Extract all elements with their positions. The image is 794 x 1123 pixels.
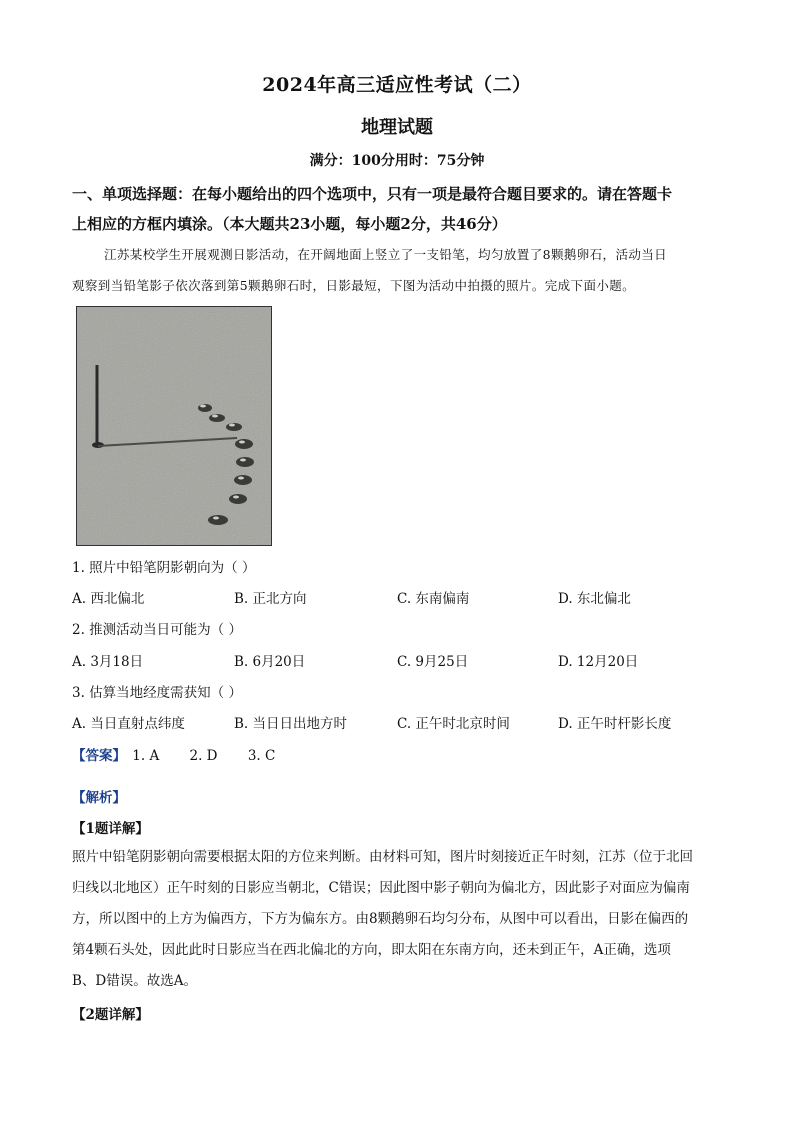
- section-heading-line2: 上相应的方框内填涂。（本大题共23小题，每小题2分，共46分）: [72, 215, 507, 233]
- question-1-option-c[interactable]: C. 东南偏南: [397, 591, 470, 607]
- question-3-option-d[interactable]: D. 正午时杆影长度: [558, 716, 672, 732]
- q1-detail-line: 归线以北地区）正午时刻的日影应当朝北，C错误；因此图中影子朝向为偏北方，因此影子对面应为偏南: [72, 880, 690, 896]
- passage-line1: 江苏某校学生开展观测日影活动，在开阔地面上竖立了一支铅笔，均匀放置了8颗鹅卵石，活动当日: [104, 247, 668, 262]
- passage-line2: 观察到当铅笔影子依次落到第5颗鹅卵石时，日影最短，下图为活动中拍摄的照片。完成下面小题。: [72, 278, 636, 293]
- subject-title: 地理试题: [361, 117, 433, 138]
- q1-detail-line: B、D错误。故选A。: [72, 973, 197, 989]
- q2-detail-label: 【2题详解】: [72, 1007, 149, 1023]
- q1-detail-line: 照片中铅笔阴影朝向需要根据太阳的方位来判断。由材料可知，图片时刻接近正午时刻，江苏（位于北回: [72, 849, 693, 865]
- question-2-option-c[interactable]: C. 9月25日: [397, 654, 469, 670]
- question-3-stem: 3. 估算当地经度需获知（ ）: [72, 685, 242, 701]
- question-2-option-d[interactable]: D. 12月20日: [558, 654, 639, 670]
- analysis-label: 【解析】: [72, 790, 126, 806]
- question-1-option-a[interactable]: A. 西北偏北: [72, 591, 145, 607]
- q1-detail-label: 【1题详解】: [72, 821, 149, 837]
- q1-detail-line: 第4颗石头处，因此此时日影应当在西北偏北的方向，即太阳在东南方向，还未到正午，A正确，选项: [72, 942, 671, 958]
- question-1-option-b[interactable]: B. 正北方向: [234, 591, 307, 607]
- answer-row: [72, 744, 275, 764]
- question-2-option-a[interactable]: A. 3月18日: [72, 654, 144, 670]
- question-3-option-b[interactable]: B. 当日日出地方时: [234, 716, 348, 732]
- answer-item-2: 2. D: [189, 748, 218, 764]
- exam-title: 2024年高三适应性考试（二）: [262, 74, 532, 96]
- section-heading-line1: 一、单项选择题：在每小题给出的四个选项中，只有一项是最符合题目要求的。请在答题卡: [72, 185, 673, 203]
- answer-item-1: 1. A: [132, 748, 160, 764]
- question-3-option-a[interactable]: A. 当日直射点纬度: [72, 716, 185, 732]
- q1-detail-line: 方，所以图中的上方为偏西方，下方为偏东方。由8颗鹅卵石均匀分布，从图中可以看出，日影在偏西的: [72, 911, 689, 927]
- question-3-option-c[interactable]: C. 正午时北京时间: [397, 716, 510, 732]
- answer-item-3: 3. C: [247, 748, 276, 764]
- q1-detail-body: [72, 842, 732, 997]
- question-1-stem: 1. 照片中铅笔阴影朝向为（ ）: [72, 560, 256, 576]
- score-time: 满分：100分用时：75分钟: [309, 153, 485, 169]
- answer-label: 【答案】: [72, 748, 126, 764]
- question-2-stem: 2. 推测活动当日可能为（ ）: [72, 622, 242, 638]
- activity-photo: [76, 306, 272, 546]
- question-1-option-d[interactable]: D. 东北偏北: [558, 591, 631, 607]
- question-2-option-b[interactable]: B. 6月20日: [234, 654, 306, 670]
- photo-illustration: [77, 307, 271, 545]
